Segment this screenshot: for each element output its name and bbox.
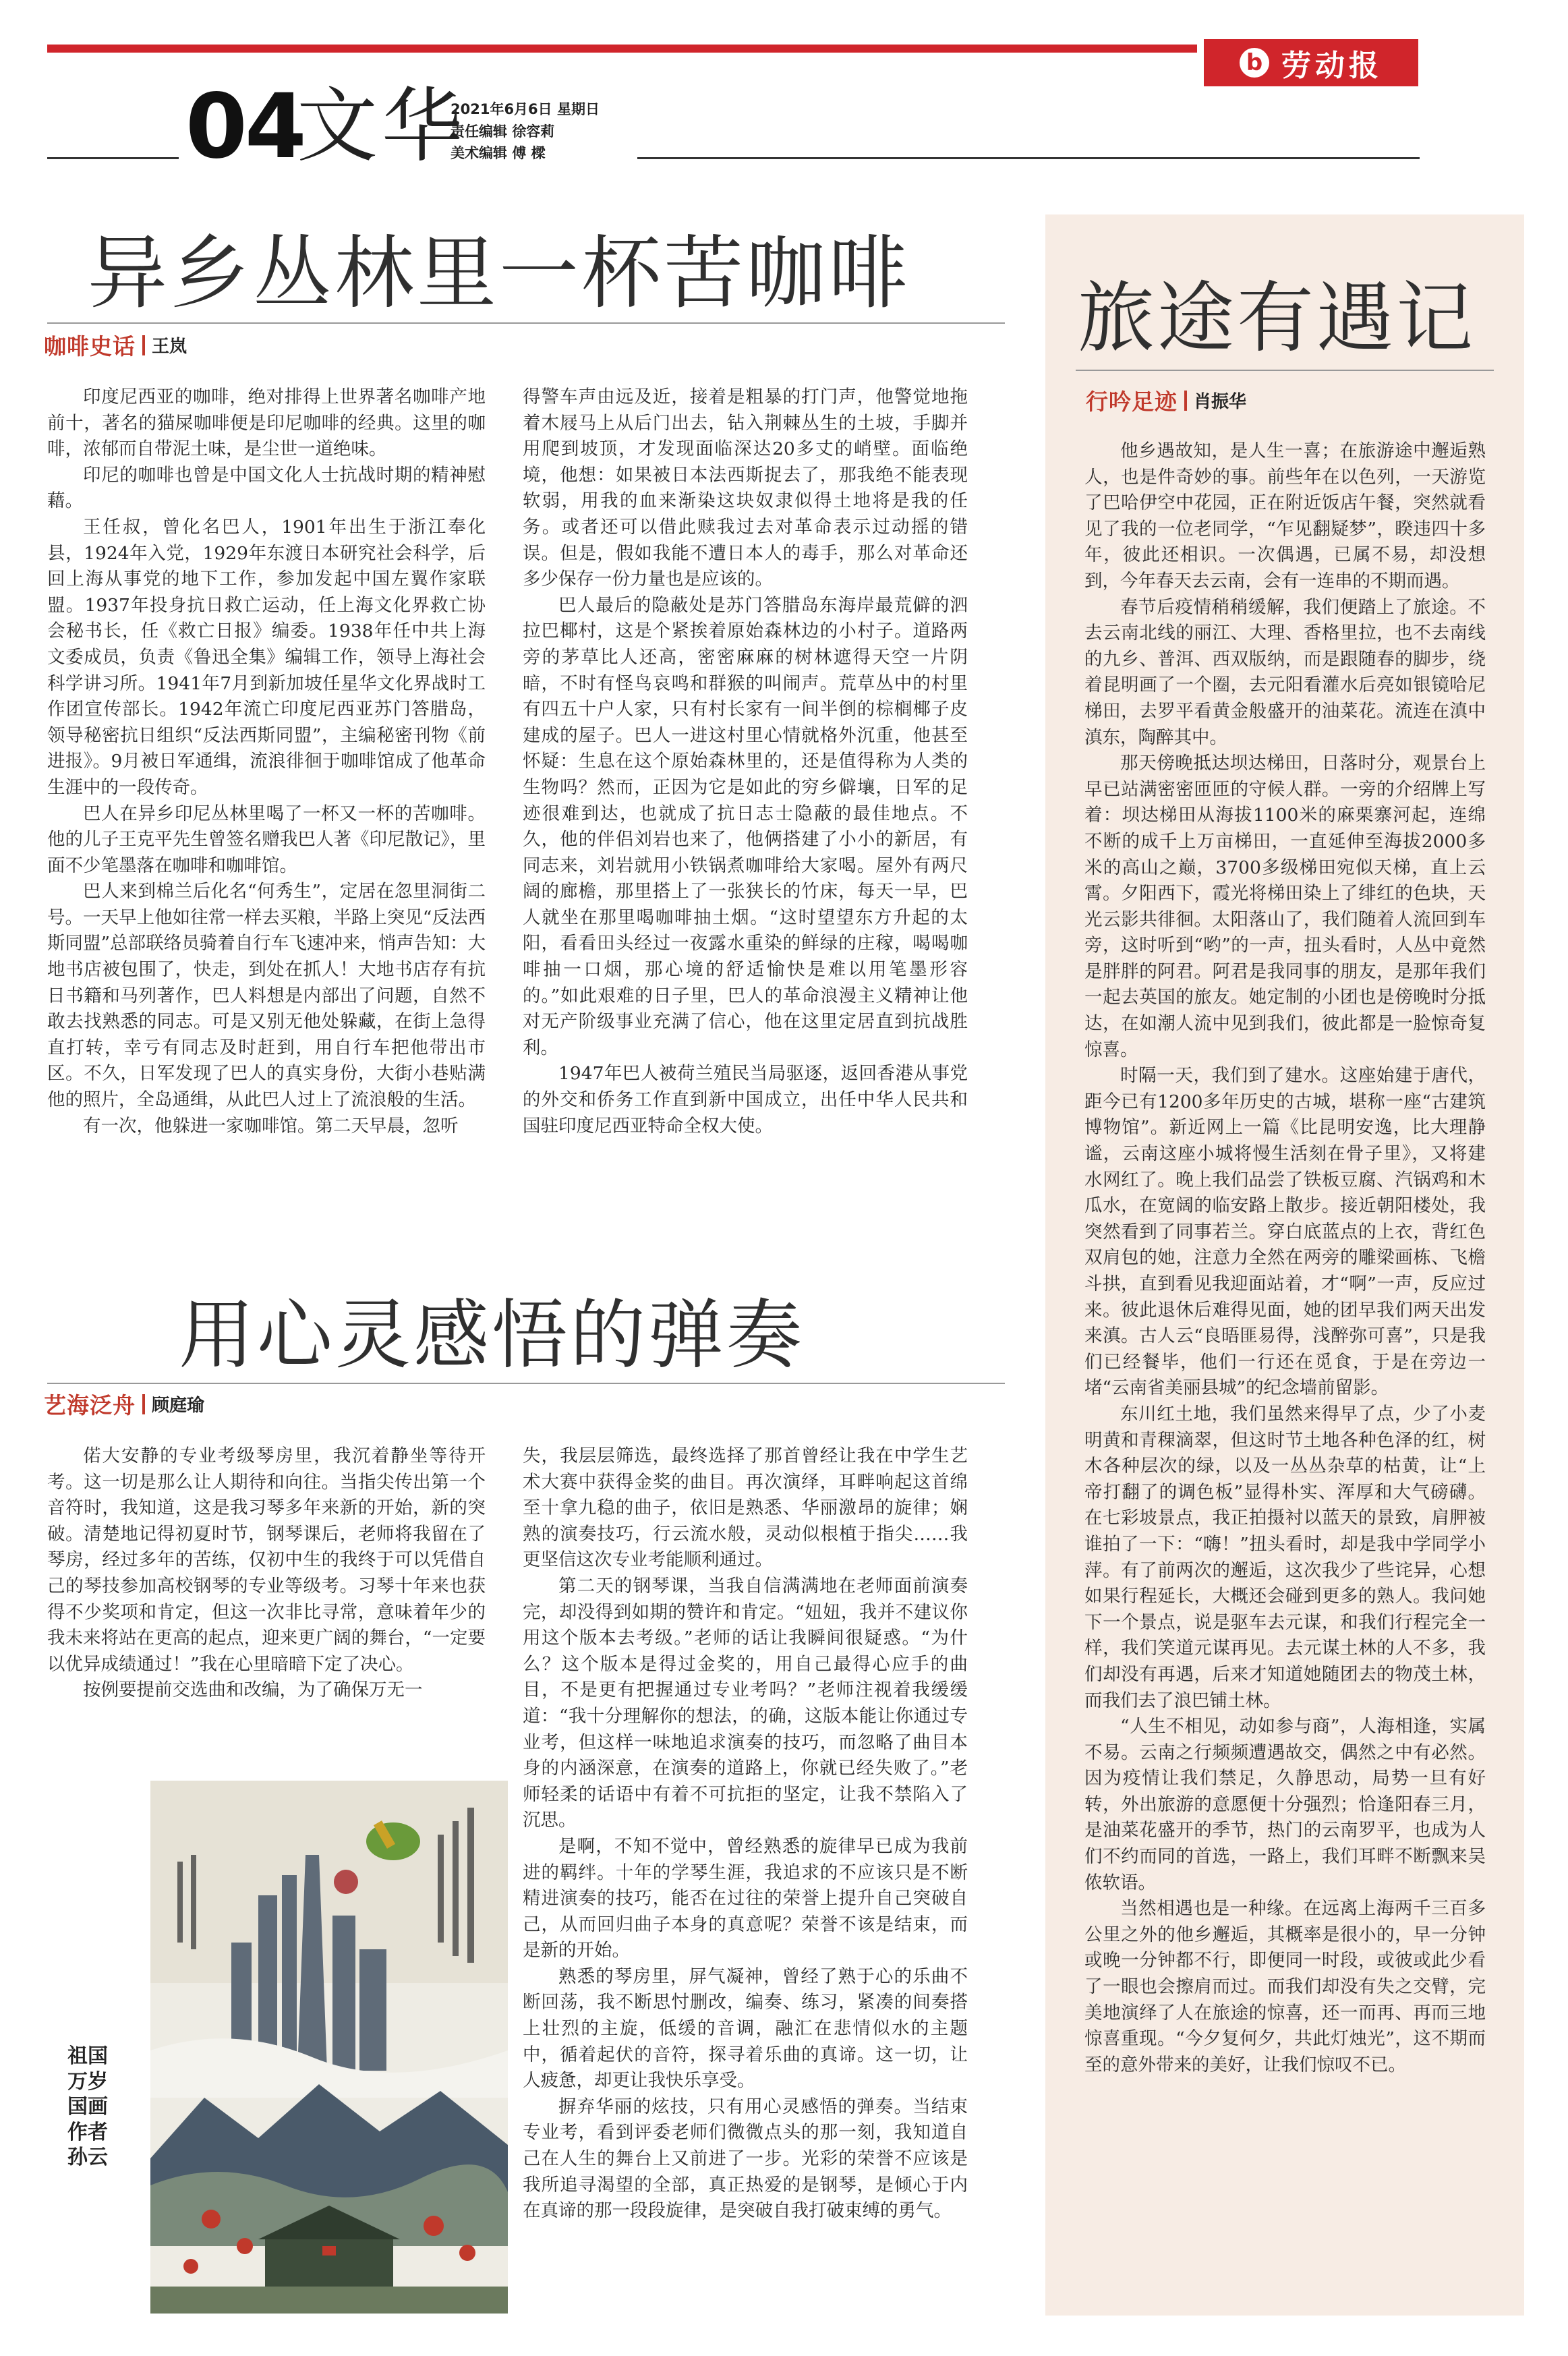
article2-byline	[44, 1388, 204, 1420]
article3-column: 行吟足迹	[1086, 389, 1178, 415]
paragraph: 按例要提前交选曲和改编，为了确保万无一	[83, 1679, 423, 1701]
article1-byline	[44, 329, 187, 361]
article2-col2	[523, 1443, 968, 2320]
byline-divider	[142, 335, 145, 355]
paragraph: 巴人在异乡印尼丛林里喝了一杯又一杯的苦咖啡。他的儿子王克平先生曾签名赠我巴人著《印尼散记》，里面不少笔墨落在咖啡和咖啡馆。	[47, 803, 486, 876]
paragraph: 巴人最后的隐蔽处是苏门答腊岛东海岸最荒僻的泗拉巴椰村，这是个紧挨着原始森林边的小村子。道路两旁的茅草比人还高，密密麻麻的树林遮得天空一片阴暗，不时有怪鸟哀鸣和群猴的叫闹声。荒草丛中的村里有四五十户人家，只有村长家有一间半倒的棕榈椰子皮建成的屋子。巴人一进这村里心情就格外沉重，他甚至怀疑：生息在这个原始森林里的，还是值得称为人类的生物吗？然而，正因为它是如此的穷乡僻壤，日军的足迹很难到达，也就成了抗日志士隐蔽的最佳地点。不久，他的伴侣刘岩也来了，他俩搭建了小小的新居，有同志来，刘岩就用小铁锅煮咖啡给大家喝。屋外有两尺阔的廊檐，那里搭上了一张狭长的竹床，每天一早，巴人就坐在那里喝咖啡抽土烟。“这时望望东方升起的太阳，看看田头经过一夜露水重染的鲜绿的庄稼，喝喝咖啡抽一口烟，那心境的舒适愉快是难以用笔墨形容的。”如此艰难的日子里，巴人的革命浪漫主义精神让他对无产阶级事业充满了信心，他在这里定居直到抗战胜利。	[523, 594, 968, 1058]
paragraph: 东川红土地，我们虽然来得早了点，少了小麦明黄和青稞滴翠，但这时节土地各种色泽的红，树木各种层次的绿，以及一丛丛杂草的枯黄，让“上帝打翻了的调色板”显得朴实、浑厚和大气磅礴。在七彩坡景点，我正拍摄衬以蓝天的景致，肩胛被谁拍了一下：“嗨！”扭头看时，却是我中学同学小萍。有了前两次的邂逅，这次我少了些诧异，心想如果行程延长，大概还会碰到更多的熟人。我问她下一个景点，说是驱车去元谋，和我们行程完全一样，我们笑道元谋再见。去元谋土林的人不多，我们却没有再遇，后来才知道她随团去的物茂土林，而我们去了浪巴铺土林。	[1084, 1403, 1486, 1711]
page-info	[451, 98, 600, 165]
byline-divider	[142, 1394, 145, 1414]
article3-title-rule	[1076, 370, 1494, 371]
paragraph: 1947年巴人被荷兰殖民当局驱逐，返回香港从事党的外交和侨务工作直到新中国成立，出任中华人民共和国驻印度尼西亚特命全权大使。	[523, 1063, 968, 1137]
header-right-rule	[637, 157, 1420, 159]
article3-title: 旅途有遇记	[1078, 273, 1476, 363]
article3-byline	[1086, 384, 1246, 416]
article1-author: 王岚	[152, 337, 187, 357]
article1-title: 异乡丛林里一杯苦咖啡	[88, 227, 911, 320]
article1-col2	[523, 384, 968, 1248]
article2-column: 艺海泛舟	[44, 1392, 136, 1418]
byline-divider	[1184, 391, 1187, 411]
paragraph: 第二天的钢琴课，当我自信满满地在老师面前演奏完，却没得到如期的赞许和肯定。“妞妞，我并不建议你用这个版本去考级。”老师的话让我瞬间很疑惑。“为什么？这个版本是得过金奖的，用自己最得心应手的曲目，不是更有把握通过专业考吗？”老师注视着我缓缓道：“我十分理解你的想法，的确，这版本能让你通过专业考，但这样一味地追求演奏的技巧，而忽略了曲目本身的内涵深意，在演奏的道路上，你就已经失败了。”老师轻柔的话语中有着不可抗拒的坚定，让我不禁陷入了沉思。	[523, 1575, 968, 1831]
paragraph: 春节后疫情稍稍缓解，我们便踏上了旅途。不去云南北线的丽江、大理、香格里拉，也不去南线的九乡、普洱、西双版纳，而是跟随春的脚步，绕着昆明画了一个圈，去元阳看灌水后亮如银镜哈尼梯田，去罗平看黄金般盛开的油菜花。流连在滇中滇东，陶醉其中。	[1084, 596, 1486, 748]
painting-caption: 祖国万岁 国画 作者 孙云	[67, 2044, 128, 2169]
paragraph: 得警车声由远及近，接着是粗暴的打门声，他警觉地拖着木屐马上从后门出去，钻入荆棘丛生的土坡，手脚并用爬到坡顶，才发现面临深达20多丈的峭壁。面临绝境，他想：如果被日本法西斯捉去了，那我绝不能表现软弱，用我的血来渐染这块奴隶似得土地将是我的任务。或者还可以借此赎我过去对革命表示过动摇的错误。但是，假如我能不遭日本人的毒手，那么对革命还多少保存一份力量也是应该的。	[523, 386, 968, 590]
page-art-editor: 美术编辑 傅 樑	[451, 145, 546, 162]
section-title: 文华	[297, 80, 467, 173]
article1-title-rule	[47, 322, 1005, 324]
paragraph: “人生不相见，动如参与商”，人海相逢，实属不易。云南之行频频遭遇故交，偶然之中有必然。因为疫情让我们禁足，久静思动，局势一旦有好转，外出旅游的意愿便十分强烈；恰逢阳春三月，是油菜花盛开的季节，热门的云南罗平，也成为人们不约而同的首选，一路上，我们耳畔不断飘来吴侬软语。	[1084, 1716, 1486, 1893]
painting-art	[150, 1781, 508, 2314]
paragraph: 他乡遇故知，是人生一喜；在旅游途中邂逅熟人，也是件奇妙的事。前些年在以色列，一天游览了巴哈伊空中花园，正在附近饭店午餐，突然就看见了我的一位老同学，“乍见翻疑梦”，睽违四十多年，彼此还相识。一次偶遇，已属不易，却没想到，今年春天去云南，会有一连串的不期而遇。	[1084, 440, 1486, 592]
masthead-logo	[1204, 39, 1418, 86]
article3-author: 肖振华	[1194, 392, 1247, 412]
logo-mark-icon: b	[1240, 48, 1269, 78]
painting-image	[150, 1781, 508, 2314]
article3-body	[1084, 438, 1486, 2300]
paragraph: 当然相遇也是一种缘。在远离上海两千三百多公里之外的他乡邂逅，其概率是很小的，早一分钟或晚一分钟都不行，即便同一时段，或彼或此少看了一眼也会擦肩而过。而我们却没有失之交臂，完美地演绎了人在旅途的惊喜，还一而再、再而三地惊喜重现。“今夕复何夕，共此灯烛光”，这不期而至的意外带来的美好，让我们惊叹不已。	[1084, 1898, 1486, 2075]
paragraph: 印尼的咖啡也曾是中国文化人士抗战时期的精神慰藉。	[47, 464, 486, 512]
header-left-rule	[47, 157, 179, 159]
paragraph: 印度尼西亚的咖啡，绝对排得上世界著名咖啡产地前十，著名的猫屎咖啡便是印尼咖啡的经典。这里的咖啡，浓郁而自带泥土味，是尘世一道绝味。	[47, 386, 486, 460]
paragraph: 摒弃华丽的炫技，只有用心灵感悟的弹奏。当结束专业考，看到评委老师们微微点头的那一刻，我知道自己在人生的舞台上又前进了一步。光彩的荣誉不应该是我所追寻渴望的全部，真正热爱的是钢琴，是倾心于内在真谛的那一段段旋律，是突破自我打破束缚的勇气。	[523, 2096, 968, 2222]
article1-col1	[47, 384, 486, 1248]
article2-title: 用心灵感悟的弹奏	[179, 1292, 805, 1379]
logo-name: 劳动报	[1281, 49, 1383, 83]
page-number: 04	[185, 75, 304, 179]
page-date: 2021年6月6日 星期日	[451, 101, 600, 117]
paragraph: 时隔一天，我们到了建水。这座始建于唐代，距今已有1200多年历史的古城，堪称一座“古建筑博物馆”。新近网上一篇《比昆明安逸，比大理静谧，云南这座小城将慢生活刻在骨子里》，又将建水网红了。晚上我们品尝了铁板豆腐、汽锅鸡和木瓜水，在宽阔的临安路上散步。接近朝阳楼处，我突然看到了同事若兰。穿白底蓝点的上衣，背红色双肩包的她，注意力全然在两旁的雕梁画栋、飞檐斗拱，直到看见我迎面站着，才“啊”一声，反应过来。彼此退休后难得见面，她的团早我们两天出发来滇。古人云“良晤匪易得，浅醉弥可喜”，只是我们已经餐毕，他们一行还在觅食，于是在旁边一堵“云南省美丽县城”的纪念墙前留影。	[1084, 1065, 1486, 1399]
top-red-rule	[47, 45, 1197, 53]
paragraph: 是啊，不知不觉中，曾经熟悉的旋律早已成为我前进的羁绊。十年的学琴生涯，我追求的不应该只是不断精进演奏的技巧，能否在过往的荣誉上提升自己突破自己，从而回归曲子本身的真意呢？荣誉不该是结束，而是新的开始。	[523, 1835, 968, 1961]
article2-title-rule	[47, 1383, 1005, 1384]
article2-col1	[47, 1443, 486, 1760]
article1-column: 咖啡史话	[44, 333, 136, 360]
paragraph: 有一次，他躲进一家咖啡馆。第二天早晨，忽听	[83, 1115, 459, 1137]
paragraph: 失，我层层筛选，最终选择了那首曾经让我在中学生艺术大赛中获得金奖的曲目。再次演绎，耳畔响起这首绵至十拿九稳的曲子，依旧是熟悉、华丽激昂的旋律；娴熟的演奏技巧，行云流水般，灵动似根植于指尖……我更坚信这次专业考能顺利通过。	[523, 1445, 968, 1571]
paragraph: 巴人来到棉兰后化名“何秀生”，定居在忽里洞街二号。一天早上他如往常一样去买粮，半路上突见“反法西斯同盟”总部联络员骑着自行车飞速冲来，悄声告知：大地书店被包围了，快走，到处在抓人！大地书店存有抗日书籍和马列著作，巴人料想是内部出了问题，自然不敢去找熟悉的同志。可是又别无他处躲藏，在街上急得直打转，幸亏有同志及时赶到，用自行车把他带出市区。不久，日军发现了巴人的真实身份，大街小巷贴满他的照片，全岛通缉，从此巴人过上了流浪般的生活。	[47, 881, 486, 1111]
article2-author: 顾庭瑜	[152, 1396, 205, 1416]
paragraph: 熟悉的琴房里，屏气凝神，曾经了熟于心的乐曲不断回荡，我不断思忖删改，编奏、练习，紧凑的间奏搭上壮烈的主旋，低缓的音调，融汇在悲情似水的主题中，循着起伏的音符，探寻着乐曲的真谛。这一切，让人疲惫，却更让我快乐享受。	[523, 1965, 968, 2092]
page-editor: 责任编辑 徐容莉	[451, 123, 555, 140]
paragraph: 偌大安静的专业考级琴房里，我沉着静坐等待开考。这一切是那么让人期待和向往。当指尖传出第一个音符时，我知道，这是我习琴多年来新的开始，新的突破。清楚地记得初夏时节，钢琴课后，老师将我留在了琴房，经过多年的苦练，仅初中生的我终于可以凭借自己的琴技参加高校钢琴的专业等级考。习琴十年来也获得不少奖项和肯定，但这一次非比寻常，意味着年少的我未来将站在更高的起点，迎来更广阔的舞台，“一定要以优异成绩通过！”我在心里暗暗下定了决心。	[47, 1445, 486, 1675]
paragraph: 那天傍晚抵达坝达梯田，日落时分，观景台上早已站满密密匝匝的守候人群。一旁的介绍牌上写着：坝达梯田从海拔1100米的麻栗寨河起，连绵不断的成千上万亩梯田，一直延伸至海拔2000多米的高山之巅，3700多级梯田宛似天梯，直上云霄。夕阳西下，霞光将梯田染上了绯红的色块，天光云影共徘徊。太阳落山了，我们随着人流回到车旁，这时听到“哟”的一声，扭头看时，人丛中竟然是胖胖的阿君。阿君是我同事的朋友，是那年我们一起去英国的旅友。她定制的小团也是傍晚时分抵达，在如潮人流中见到我们，彼此都是一脸惊奇复惊喜。	[1084, 753, 1486, 1060]
paragraph: 王任叔，曾化名巴人，1901年出生于浙江奉化县，1924年入党，1929年东渡日本研究社会科学，后回上海从事党的地下工作，参加发起中国左翼作家联盟。1937年投身抗日救亡运动，任上海文化界救亡协会秘书长，任《救亡日报》编委。1938年任中共上海文委成员，负责《鲁迅全集》编辑工作，领导上海社会科学讲习所。1941年7月到新加坡任星华文化界战时工作团宣传部长。1942年流亡印度尼西亚苏门答腊岛，领导秘密抗日组织“反法西斯同盟”，主编秘密刊物《前进报》。9月被日军通缉，流浪徘徊于咖啡馆成了他革命生涯中的一段传奇。	[47, 516, 486, 798]
